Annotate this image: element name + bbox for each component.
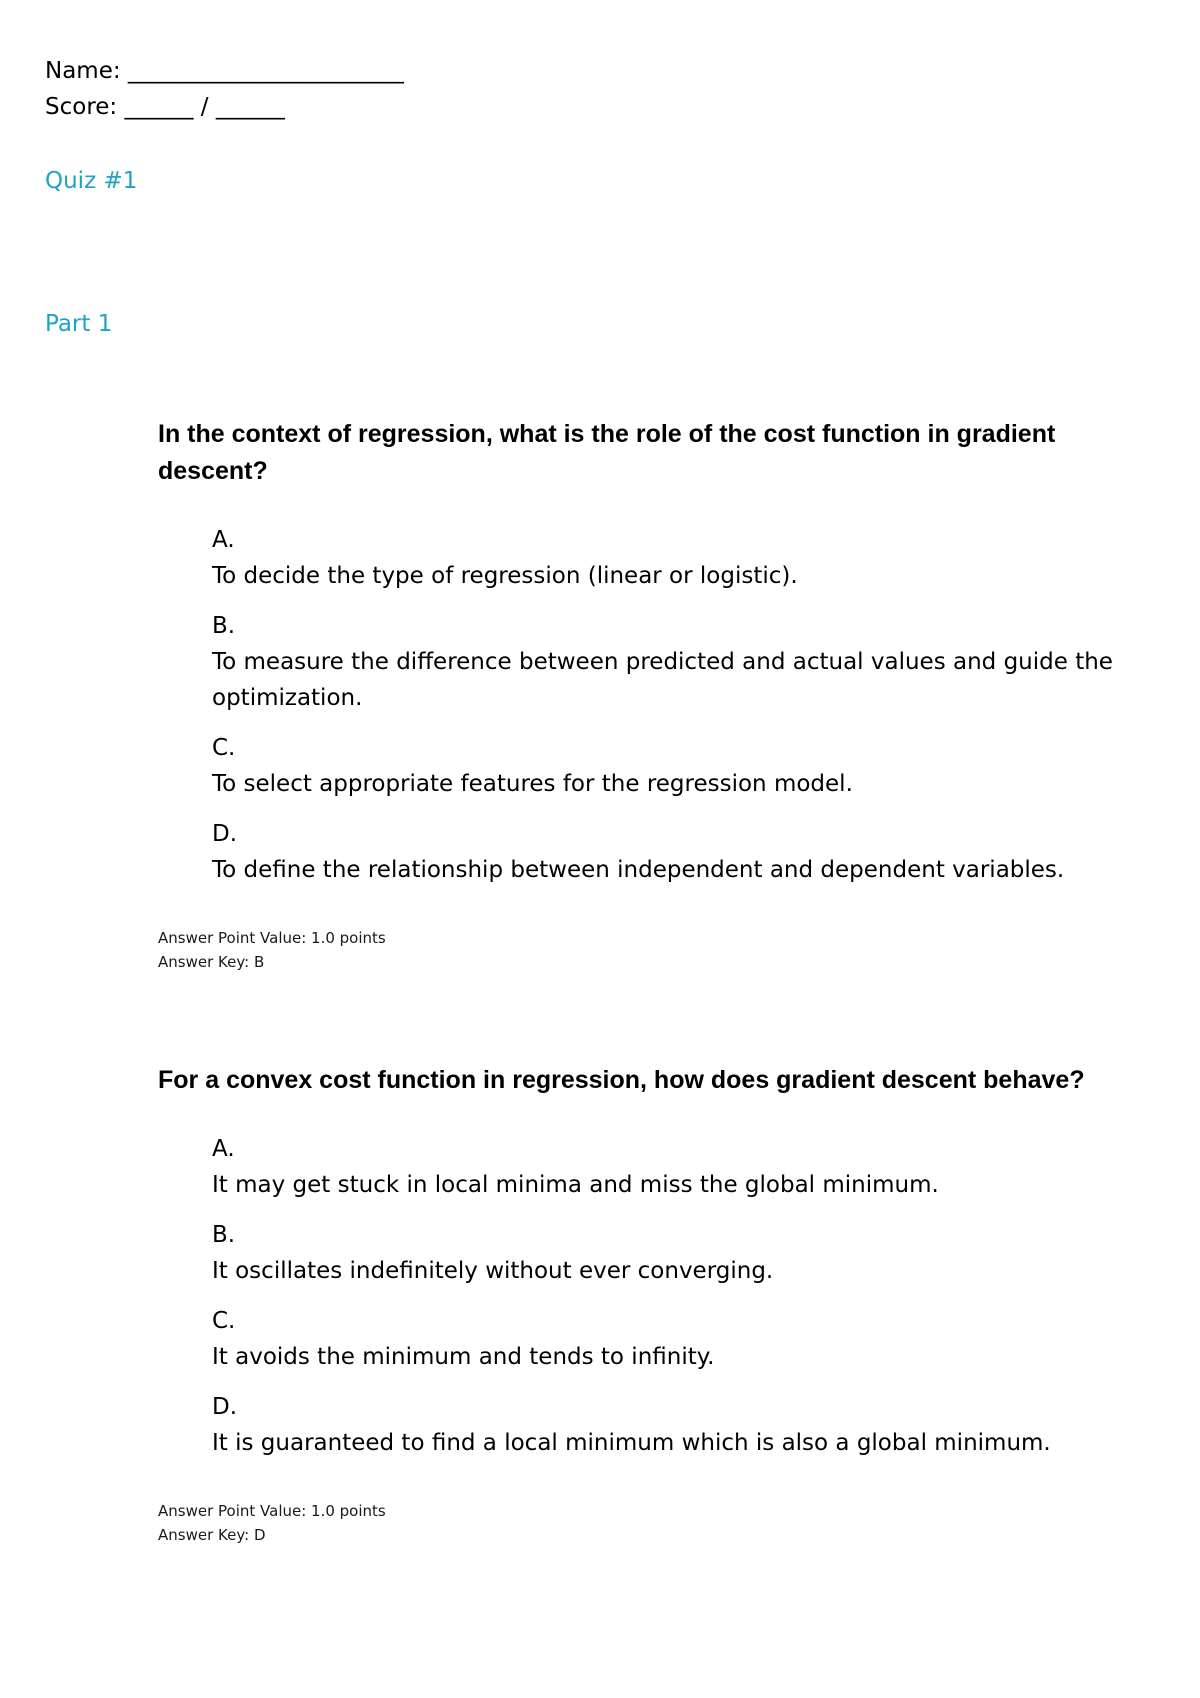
question-2 bbox=[158, 1062, 1118, 1547]
name-line bbox=[45, 56, 404, 86]
option-letter: A. bbox=[212, 1136, 235, 1162]
option-d bbox=[212, 816, 1118, 888]
answer-key: Answer Key: B bbox=[158, 953, 265, 971]
question-text: In the context of regression, what is the role of the cost function in gradient descent? bbox=[158, 420, 1056, 485]
option-text: It is guaranteed to find a local minimum which is also a global minimum. bbox=[212, 1430, 1051, 1456]
option-c bbox=[212, 1303, 1118, 1375]
option-text: To select appropriate features for the regression model. bbox=[212, 771, 853, 797]
point-value: Answer Point Value: 1.0 points bbox=[158, 929, 386, 947]
score-separator: / bbox=[200, 94, 209, 120]
option-text: To define the relationship between independent and dependent variables. bbox=[212, 857, 1065, 883]
option-letter: C. bbox=[212, 735, 236, 761]
option-a bbox=[212, 1131, 1118, 1203]
option-letter: B. bbox=[212, 1222, 236, 1248]
score-line bbox=[45, 92, 285, 122]
question-1 bbox=[158, 416, 1118, 974]
option-b bbox=[212, 608, 1118, 716]
option-c bbox=[212, 730, 1118, 802]
score-blank-right: ______ bbox=[215, 94, 285, 120]
point-value: Answer Point Value: 1.0 points bbox=[158, 1502, 386, 1520]
option-letter: D. bbox=[212, 821, 238, 847]
option-text: To measure the difference between predicted and actual values and guide the optimization. bbox=[212, 649, 1113, 711]
option-text: It avoids the minimum and tends to infinity. bbox=[212, 1344, 715, 1370]
answer-key: Answer Key: D bbox=[158, 1526, 266, 1544]
option-letter: B. bbox=[212, 613, 236, 639]
option-text: It oscillates indefinitely without ever converging. bbox=[212, 1258, 774, 1284]
question-text: For a convex cost function in regression, how does gradient descent behave? bbox=[158, 1066, 1085, 1094]
score-blank-left: ______ bbox=[124, 94, 194, 120]
quiz-title: Quiz #1 bbox=[45, 168, 138, 194]
answer-meta bbox=[158, 926, 1118, 974]
name-label: Name: bbox=[45, 58, 121, 84]
option-text: It may get stuck in local minima and miss the global minimum. bbox=[212, 1172, 939, 1198]
option-a bbox=[212, 522, 1118, 594]
part-title: Part 1 bbox=[45, 311, 113, 337]
name-blank: ________________________ bbox=[127, 58, 404, 84]
answer-options bbox=[212, 1131, 1118, 1461]
option-letter: D. bbox=[212, 1394, 238, 1420]
answer-meta bbox=[158, 1499, 1118, 1547]
option-letter: C. bbox=[212, 1308, 236, 1334]
answer-options bbox=[212, 522, 1118, 888]
option-text: To decide the type of regression (linear or logistic). bbox=[212, 563, 798, 589]
option-d bbox=[212, 1389, 1118, 1461]
score-label: Score: bbox=[45, 94, 118, 120]
option-b bbox=[212, 1217, 1118, 1289]
option-letter: A. bbox=[212, 527, 235, 553]
